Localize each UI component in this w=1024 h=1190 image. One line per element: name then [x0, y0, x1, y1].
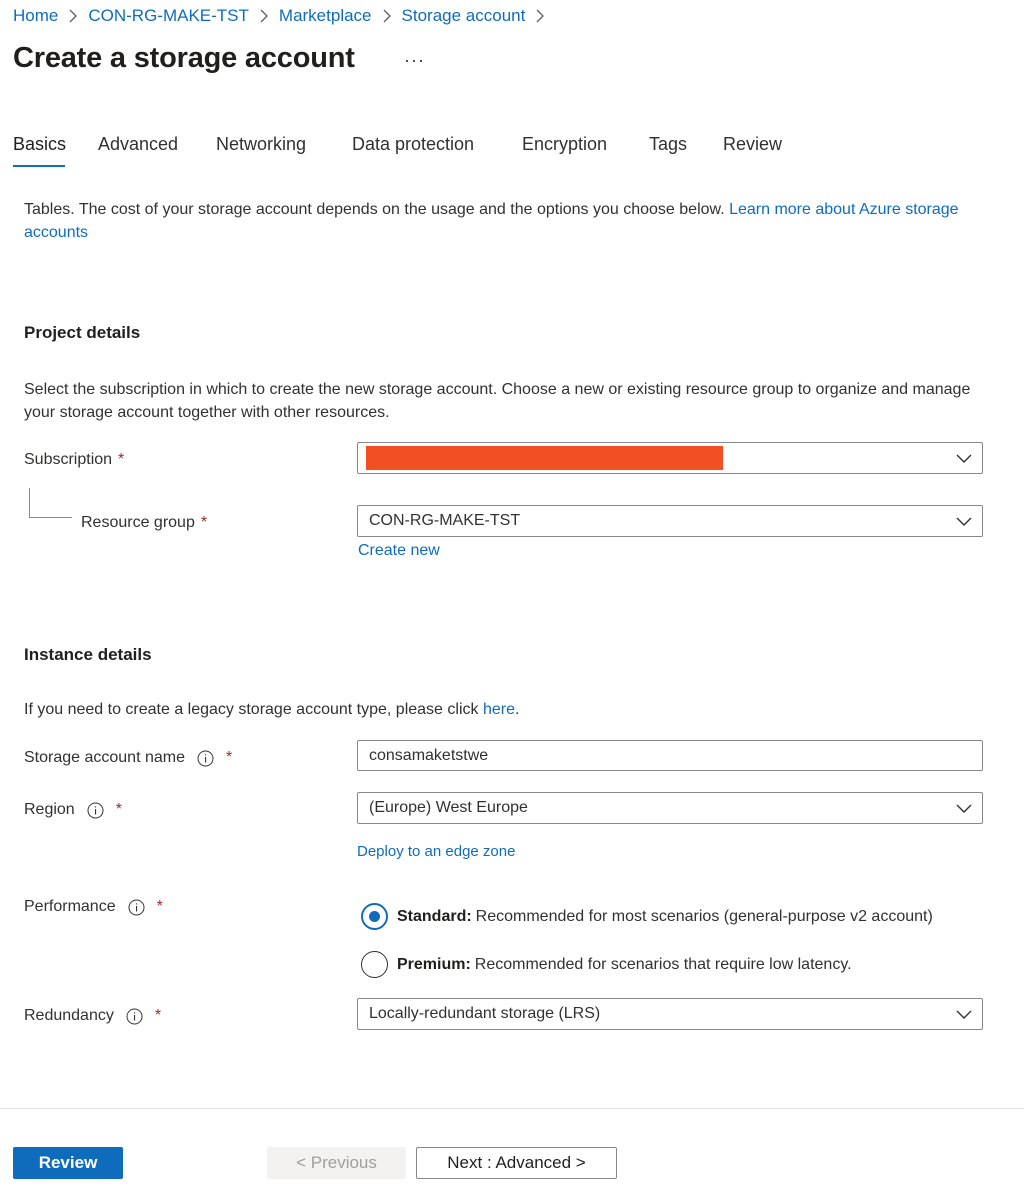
chevron-right-icon: [535, 9, 545, 23]
review-button[interactable]: Review: [13, 1147, 123, 1179]
storage-account-name-input[interactable]: [357, 740, 983, 771]
legacy-account-text: [24, 698, 989, 721]
tab-review[interactable]: Review: [723, 134, 783, 154]
required-marker: *: [154, 1007, 162, 1024]
premium-title: Premium:: [397, 955, 471, 973]
legacy-text: If you need to create a legacy storage account type, please click: [24, 701, 483, 718]
create-new-link[interactable]: Create new: [358, 542, 440, 559]
info-icon[interactable]: [126, 1008, 143, 1025]
tree-connector: [29, 517, 72, 518]
legacy-here-link[interactable]: here: [482, 701, 515, 718]
tree-connector: [29, 488, 30, 518]
info-icon[interactable]: [128, 899, 145, 916]
subscription-label-text: Subscription: [24, 451, 113, 468]
tab-networking[interactable]: Networking: [216, 134, 307, 154]
premium-description: Recommended for scenarios that require low latency.: [474, 955, 852, 973]
required-marker: *: [156, 898, 163, 915]
storage-account-name-label-text: Storage account name: [24, 749, 185, 766]
chevron-right-icon: [259, 9, 269, 23]
chevron-down-icon: [956, 452, 972, 464]
next-advanced-button[interactable]: Next : Advanced >: [416, 1147, 617, 1179]
radio-unchecked[interactable]: [361, 951, 388, 978]
instance-details-title: Instance details: [24, 645, 152, 664]
breadcrumb-home[interactable]: Home: [13, 6, 59, 25]
breadcrumb-marketplace[interactable]: Marketplace: [278, 6, 372, 25]
intro-body: Tables. The cost of your storage account depends on the usage and the options you choose below.: [24, 201, 730, 218]
region-select[interactable]: [357, 792, 983, 824]
legacy-period: .: [514, 701, 520, 718]
tab-basics[interactable]: Basics: [13, 134, 67, 154]
subscription-select[interactable]: [357, 442, 983, 474]
chevron-down-icon: [956, 515, 972, 527]
tab-data-protection[interactable]: Data protection: [352, 134, 475, 154]
region-label-text: Region: [24, 801, 75, 818]
active-tab-indicator: [13, 165, 65, 167]
performance-premium-radio[interactable]: [361, 951, 852, 978]
chevron-right-icon: [382, 9, 392, 23]
info-icon[interactable]: [87, 802, 104, 819]
resource-group-select[interactable]: [357, 505, 983, 537]
required-marker: *: [118, 451, 125, 468]
performance-label-text: Performance: [24, 898, 116, 915]
redundancy-label: [24, 1007, 161, 1025]
chevron-down-icon: [956, 802, 972, 814]
project-details-title: Project details: [24, 323, 141, 342]
radio-checked[interactable]: [361, 903, 388, 930]
page-title: Create a storage account: [13, 42, 355, 74]
tab-bar: [13, 134, 1013, 170]
breadcrumb: [13, 6, 555, 26]
required-marker: *: [115, 801, 122, 818]
redundancy-select[interactable]: [357, 998, 983, 1030]
breadcrumb-resource-group[interactable]: CON-RG-MAKE-TST: [88, 6, 249, 25]
region-label: [24, 801, 122, 819]
tab-encryption[interactable]: Encryption: [522, 134, 608, 154]
redacted-subscription: [366, 446, 723, 470]
learn-more-link[interactable]: Learn more about Azure storage accounts: [24, 201, 959, 241]
chevron-down-icon: [956, 1008, 972, 1020]
storage-account-name-label: [24, 749, 232, 767]
storage-account-name-value: consamaketstwe: [369, 746, 489, 764]
breadcrumb-storage-account[interactable]: Storage account: [401, 6, 526, 25]
subscription-label: [24, 451, 124, 469]
performance-standard-radio[interactable]: [361, 903, 933, 930]
resource-group-label: [81, 514, 207, 532]
info-icon[interactable]: [197, 750, 214, 767]
project-details-description: Select the subscription in which to create the new storage account. Choose a new or existing resource group to organize and manage your storage account together with other resources.: [24, 381, 971, 421]
resource-group-label-text: Resource group: [81, 514, 195, 531]
standard-title: Standard:: [397, 907, 472, 925]
tab-advanced[interactable]: Advanced: [98, 134, 179, 154]
redundancy-label-text: Redundancy: [24, 1007, 114, 1024]
required-marker: *: [200, 514, 208, 531]
chevron-right-icon: [68, 9, 78, 23]
standard-description: Recommended for most scenarios (general-purpose v2 account): [475, 907, 933, 925]
intro-text: [24, 198, 984, 244]
previous-button[interactable]: < Previous: [267, 1147, 406, 1179]
deploy-edge-zone-link[interactable]: Deploy to an edge zone: [357, 843, 516, 860]
region-value: (Europe) West Europe: [369, 799, 528, 816]
tab-tags[interactable]: Tags: [649, 134, 688, 154]
footer-divider: [0, 1108, 1024, 1109]
required-marker: *: [226, 749, 233, 766]
performance-label: [24, 898, 163, 916]
more-options-icon[interactable]: ···: [404, 50, 425, 70]
resource-group-value: CON-RG-MAKE-TST: [369, 512, 521, 529]
redundancy-value: Locally-redundant storage (LRS): [369, 1005, 601, 1022]
